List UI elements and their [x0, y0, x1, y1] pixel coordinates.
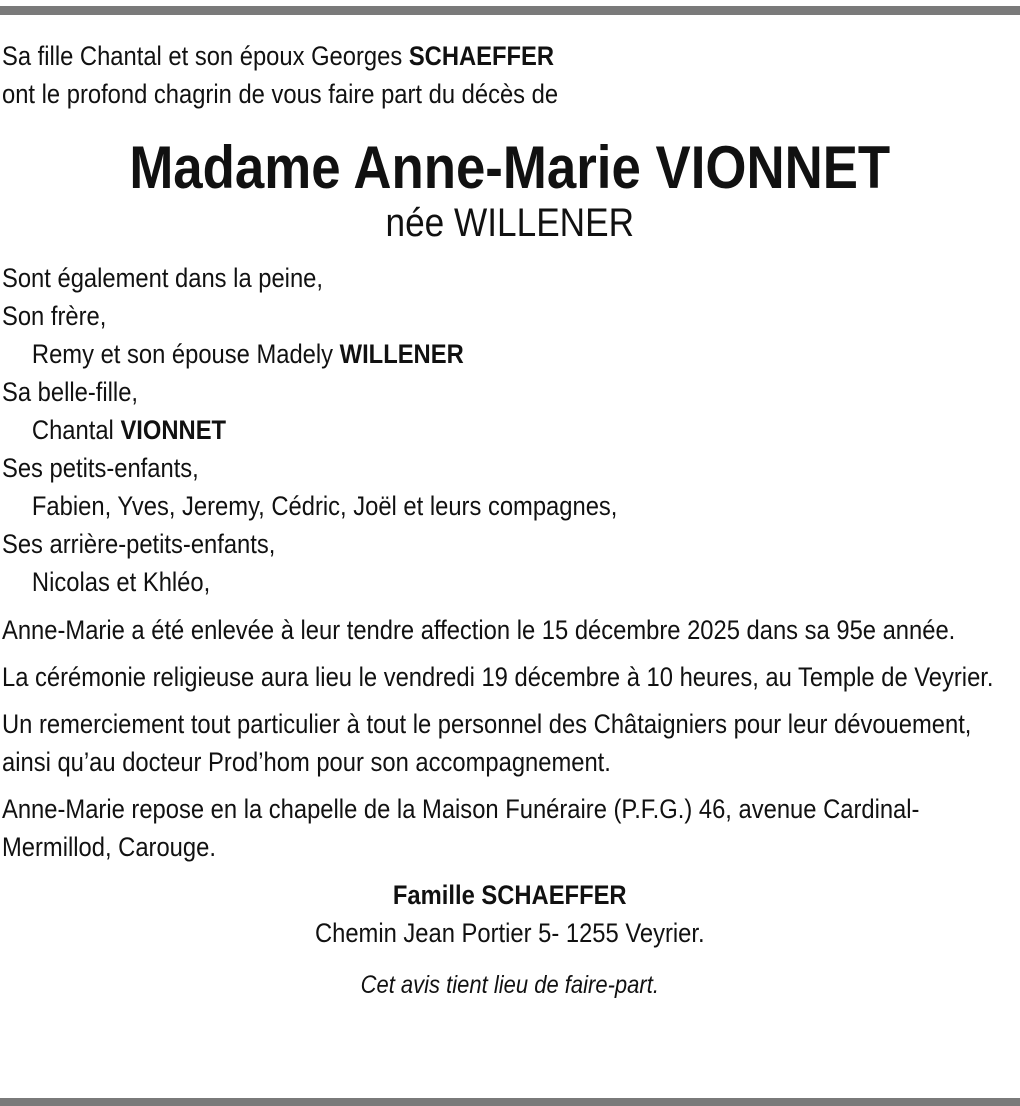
brother-label: Son frère,	[2, 301, 107, 331]
deceased-name: Madame Anne-Marie VIONNET	[129, 134, 891, 201]
grandchildren-entry: Fabien, Yves, Jeremy, Cédric, Joël et leurs compagnes,	[31, 491, 618, 521]
great-grandchildren-entry: Nicolas et Khléo,	[31, 567, 211, 597]
obituary-notice	[2, 37, 1018, 1004]
paragraph-death: Anne-Marie a été enlevée à leur tendre affection le 15 décembre 2025 dans sa 95e année.	[2, 615, 956, 645]
daughter-in-law-firstname: Chantal	[31, 415, 114, 445]
signature-family	[2, 876, 1018, 914]
footer-note: Cet avis tient lieu de faire-part.	[360, 971, 659, 999]
intro-text: Sa fille Chantal et son époux Georges	[2, 41, 403, 71]
brother-entry	[2, 335, 1018, 373]
intro-surname: SCHAEFFER	[408, 41, 555, 71]
great-grandchildren-label: Ses arrière-petits-enfants,	[2, 529, 276, 559]
bottom-rule	[0, 1098, 1020, 1106]
maiden-name: née WILLENER	[385, 201, 634, 245]
top-rule	[0, 6, 1020, 15]
paragraph-ceremony: La cérémonie religieuse aura lieu le vendredi 19 décembre à 10 heures, au Temple de Veyrier.	[2, 662, 994, 692]
signature-family-name: Famille SCHAEFFER	[392, 880, 627, 910]
brother-names: Remy et son épouse Madely	[31, 339, 334, 369]
brother-surname: WILLENER	[339, 339, 464, 369]
paragraph-chapel: Anne-Marie repose en la chapelle de la Maison Funéraire (P.F.G.) 46, avenue Cardinal-Mermillod, Carouge.	[2, 794, 920, 862]
paragraph-thanks: Un remerciement tout particulier à tout le personnel des Châtaigniers pour leur dévouement, ainsi qu’au docteur Prod’hom pour son accompagnement.	[2, 709, 972, 777]
daughter-in-law-surname: VIONNET	[120, 415, 227, 445]
intro-line-1	[2, 37, 1018, 75]
daughter-in-law-label: Sa belle-fille,	[2, 377, 139, 407]
intro-line-2: ont le profond chagrin de vous faire part du décès de	[2, 79, 559, 109]
signature-address: Chemin Jean Portier 5- 1255 Veyrier.	[314, 918, 705, 948]
grandchildren-label: Ses petits-enfants,	[2, 453, 199, 483]
daughter-in-law-entry	[2, 411, 1018, 449]
family-heading: Sont également dans la peine,	[2, 263, 323, 293]
